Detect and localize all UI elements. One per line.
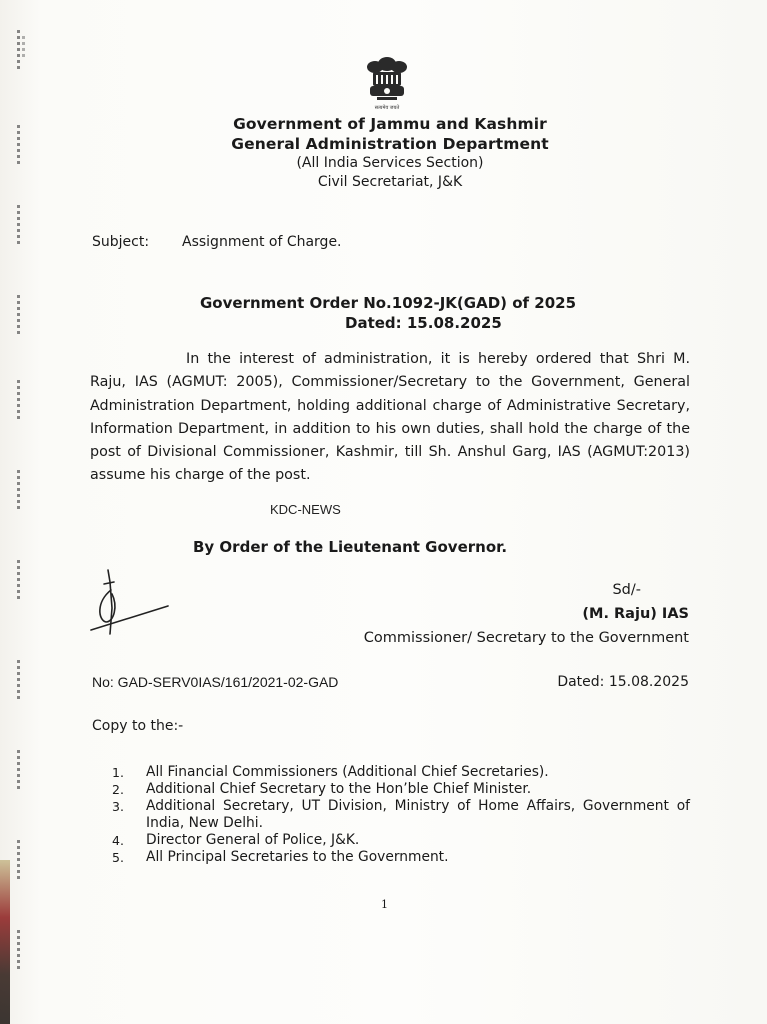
- reference-number: No: GAD-SERV0IAS/161/2021-02-GAD: [92, 674, 339, 690]
- scan-edge-shadow: [0, 860, 10, 1024]
- subject-label: Subject:: [92, 234, 150, 250]
- svg-text:सत्यमेव जयते: सत्यमेव जयते: [374, 105, 400, 111]
- office-location: Civil Secretariat, J&K: [317, 174, 463, 190]
- scan-artifact-marks: [17, 30, 27, 990]
- copy-to-label: Copy to the:-: [92, 718, 184, 734]
- department-name: General Administration Department: [231, 135, 549, 153]
- list-item: 2. Additional Chief Secretary to the Hon’ble Chief Minister.: [112, 781, 532, 797]
- page-number: 1: [381, 898, 388, 911]
- order-number: Government Order No.1092-JK(GAD) of 2025: [200, 294, 577, 312]
- signed-marker: Sd/-: [612, 582, 641, 598]
- signature-block: [364, 578, 689, 650]
- copy-to-list: [112, 764, 690, 866]
- list-item: 4. Director General of Police, J&K.: [112, 832, 360, 848]
- reference-row: [92, 674, 689, 690]
- reference-date: Dated: 15.08.2025: [557, 674, 689, 690]
- subject-line: [92, 234, 342, 250]
- list-item: 5. All Principal Secretaries to the Government.: [112, 849, 449, 865]
- list-item: 3. Additional Secretary, UT Division, Ministry of Home Affairs, Government of India, New Delhi.: [112, 798, 690, 831]
- signatory-designation: Commissioner/ Secretary to the Government: [363, 630, 689, 646]
- state-emblem-icon: [361, 52, 413, 112]
- handwritten-signature-icon: [88, 568, 173, 638]
- order-date: Dated: 15.08.2025: [345, 314, 502, 332]
- list-item: 1. All Financial Commissioners (Additional Chief Secretaries).: [112, 764, 549, 780]
- watermark-text: KDC-NEWS: [270, 502, 341, 517]
- signatory-name: (M. Raju) IAS: [582, 606, 689, 622]
- subject-text: Assignment of Charge.: [182, 234, 342, 250]
- order-paragraph: In the interest of administration, it is hereby ordered that Shri M. Raju, IAS (AGMUT: 2005), Commissioner/Secretary to the Government, General Administration Department, holding additional charge of Administrative Secretary, Information Department, in addition to his own duties, shall hold the charge of the post of Divisional Commissioner, Kashmir, till Sh. Anshul Garg, IAS (AGMUT:2013) assume his charge of the post.: [90, 351, 690, 484]
- by-order-line: By Order of the Lieutenant Governor.: [193, 538, 508, 556]
- section-name: (All India Services Section): [296, 155, 484, 171]
- order-body: [90, 348, 690, 488]
- letterhead: [200, 114, 580, 192]
- government-name: Government of Jammu and Kashmir: [233, 115, 547, 133]
- order-heading: [200, 293, 620, 333]
